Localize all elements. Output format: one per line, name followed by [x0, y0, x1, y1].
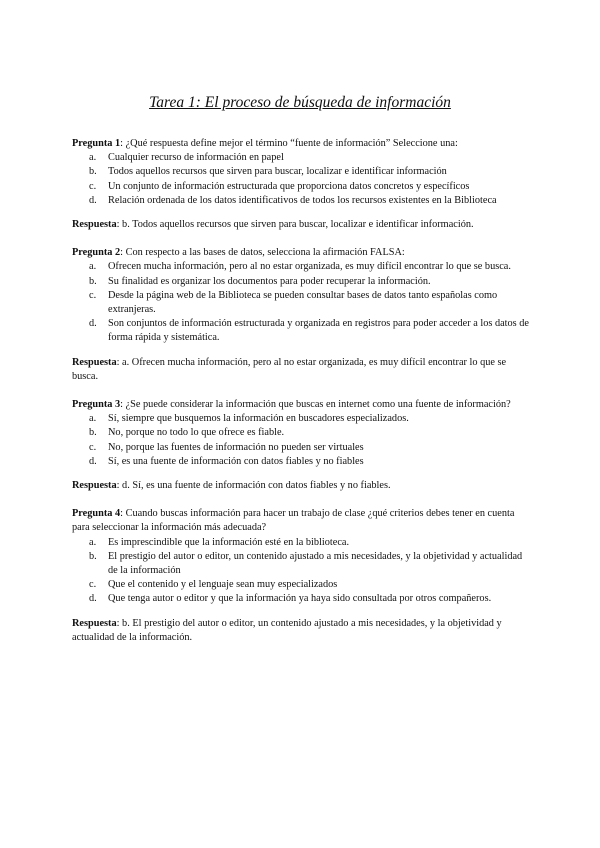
- option-letter: d.: [89, 318, 97, 330]
- question-block: [72, 507, 532, 645]
- option-item: [72, 412, 532, 426]
- option-text: El prestigio del autor o editor, un contenido ajustado a mis necesidades, y la objetividad y actualidad de la información: [108, 550, 523, 577]
- question-label: Pregunta 3: [72, 399, 121, 411]
- option-text: Son conjuntos de información estructurada y organizada en registros para poder acceder a los datos de forma rápida y sistemática.: [108, 318, 529, 344]
- question-block: [72, 137, 532, 232]
- option-letter: a.: [89, 413, 97, 425]
- answer-line: [72, 617, 532, 645]
- option-item: [72, 180, 532, 194]
- answer-label: Respuesta: [72, 480, 117, 492]
- option-item: [72, 592, 532, 606]
- question-text: : ¿Se puede considerar la información que buscas en internet como una fuente de información?: [120, 399, 511, 411]
- option-text: Ofrecen mucha información, pero al no estar organizada, es muy difícil encontrar lo que se busca.: [108, 261, 511, 273]
- option-item: [72, 151, 532, 165]
- option-list: [72, 536, 532, 607]
- option-letter: b.: [89, 166, 97, 178]
- questions-container: [72, 137, 532, 659]
- option-text: Es imprescindible que la información esté en la biblioteca.: [108, 536, 350, 548]
- option-item: [72, 441, 532, 455]
- question-text: : Con respecto a las bases de datos, selecciona la afirmación FALSA:: [120, 247, 405, 259]
- option-letter: c.: [89, 579, 97, 591]
- option-text: Cualquier recurso de información en papel: [108, 152, 284, 164]
- answer-text: : a. Ofrecen mucha información, pero al no estar organizada, es muy difícil encontrar lo que se busca.: [72, 356, 507, 382]
- option-letter: a.: [89, 152, 97, 164]
- option-text: Un conjunto de información estructurada que proporciona datos concretos y específicos: [108, 180, 470, 192]
- option-item: [72, 165, 532, 179]
- option-text: Sí, es una fuente de información con datos fiables y no fiables: [108, 455, 364, 467]
- option-item: [72, 426, 532, 440]
- option-item: [72, 550, 532, 578]
- option-letter: a.: [89, 536, 97, 548]
- option-text: Todos aquellos recursos que sirven para buscar, localizar e identificar información: [108, 166, 447, 178]
- answer-line: [72, 479, 532, 493]
- option-item: [72, 194, 532, 208]
- question-label: Pregunta 4: [72, 508, 121, 520]
- question-prompt: [72, 507, 532, 535]
- answer-text: : b. Todos aquellos recursos que sirven para buscar, localizar e identificar información.: [116, 219, 474, 231]
- option-text: Su finalidad es organizar los documentos para poder recuperar la información.: [108, 275, 431, 287]
- question-block: [72, 246, 532, 384]
- option-text: Relación ordenada de los datos identificativos de todos los recursos existentes en la Biblioteca: [108, 194, 497, 206]
- option-letter: c.: [89, 441, 97, 453]
- question-label: Pregunta 2: [72, 247, 121, 259]
- option-letter: b.: [89, 275, 97, 287]
- question-prompt: [72, 398, 532, 412]
- answer-line: [72, 218, 532, 232]
- answer-text: : d. Sí, es una fuente de información con datos fiables y no fiables.: [116, 480, 391, 492]
- option-text: Desde la página web de la Biblioteca se pueden consultar bases de datos tanto españolas como extranjeras.: [108, 289, 498, 316]
- question-prompt: [72, 246, 532, 260]
- option-text: Que tenga autor o editor y que la información ya haya sido consultada por otros compañeros.: [108, 593, 492, 605]
- option-item: [72, 317, 532, 345]
- option-list: [72, 151, 532, 208]
- question-block: [72, 398, 532, 493]
- option-letter: a.: [89, 261, 97, 273]
- option-letter: d.: [89, 593, 97, 605]
- option-item: [72, 275, 532, 289]
- option-text: Sí, siempre que busquemos la información en buscadores especializados.: [108, 413, 409, 425]
- option-letter: d.: [89, 455, 97, 467]
- answer-label: Respuesta: [72, 617, 117, 629]
- option-text: No, porque las fuentes de información no pueden ser virtuales: [108, 441, 364, 453]
- option-letter: b.: [89, 427, 97, 439]
- answer-label: Respuesta: [72, 356, 117, 368]
- question-prompt: [72, 137, 532, 151]
- option-list: [72, 412, 532, 469]
- question-text: : Cuando buscas información para hacer un trabajo de clase ¿qué criterios debes tener en cuenta para seleccionar la información más adecuada?: [72, 508, 515, 534]
- option-item: [72, 536, 532, 550]
- option-text: Que el contenido y el lenguaje sean muy especializados: [108, 579, 338, 591]
- answer-label: Respuesta: [72, 219, 117, 231]
- option-item: [72, 260, 532, 274]
- option-letter: c.: [89, 289, 97, 301]
- option-item: [72, 455, 532, 469]
- option-letter: c.: [89, 180, 97, 192]
- option-item: [72, 289, 532, 317]
- answer-text: : b. El prestigio del autor o editor, un contenido ajustado a mis necesidades, y la objetividad y actualidad de la información.: [72, 617, 502, 643]
- page-title: Tarea 1: El proceso de búsqueda de información: [149, 94, 451, 111]
- question-label: Pregunta 1: [72, 138, 121, 149]
- option-item: [72, 578, 532, 592]
- option-letter: d.: [89, 194, 97, 206]
- option-letter: b.: [89, 550, 97, 562]
- option-list: [72, 260, 532, 345]
- question-text: : ¿Qué respuesta define mejor el término “fuente de información” Seleccione una:: [120, 138, 458, 149]
- answer-line: [72, 356, 532, 384]
- option-text: No, porque no todo lo que ofrece es fiable.: [108, 427, 285, 439]
